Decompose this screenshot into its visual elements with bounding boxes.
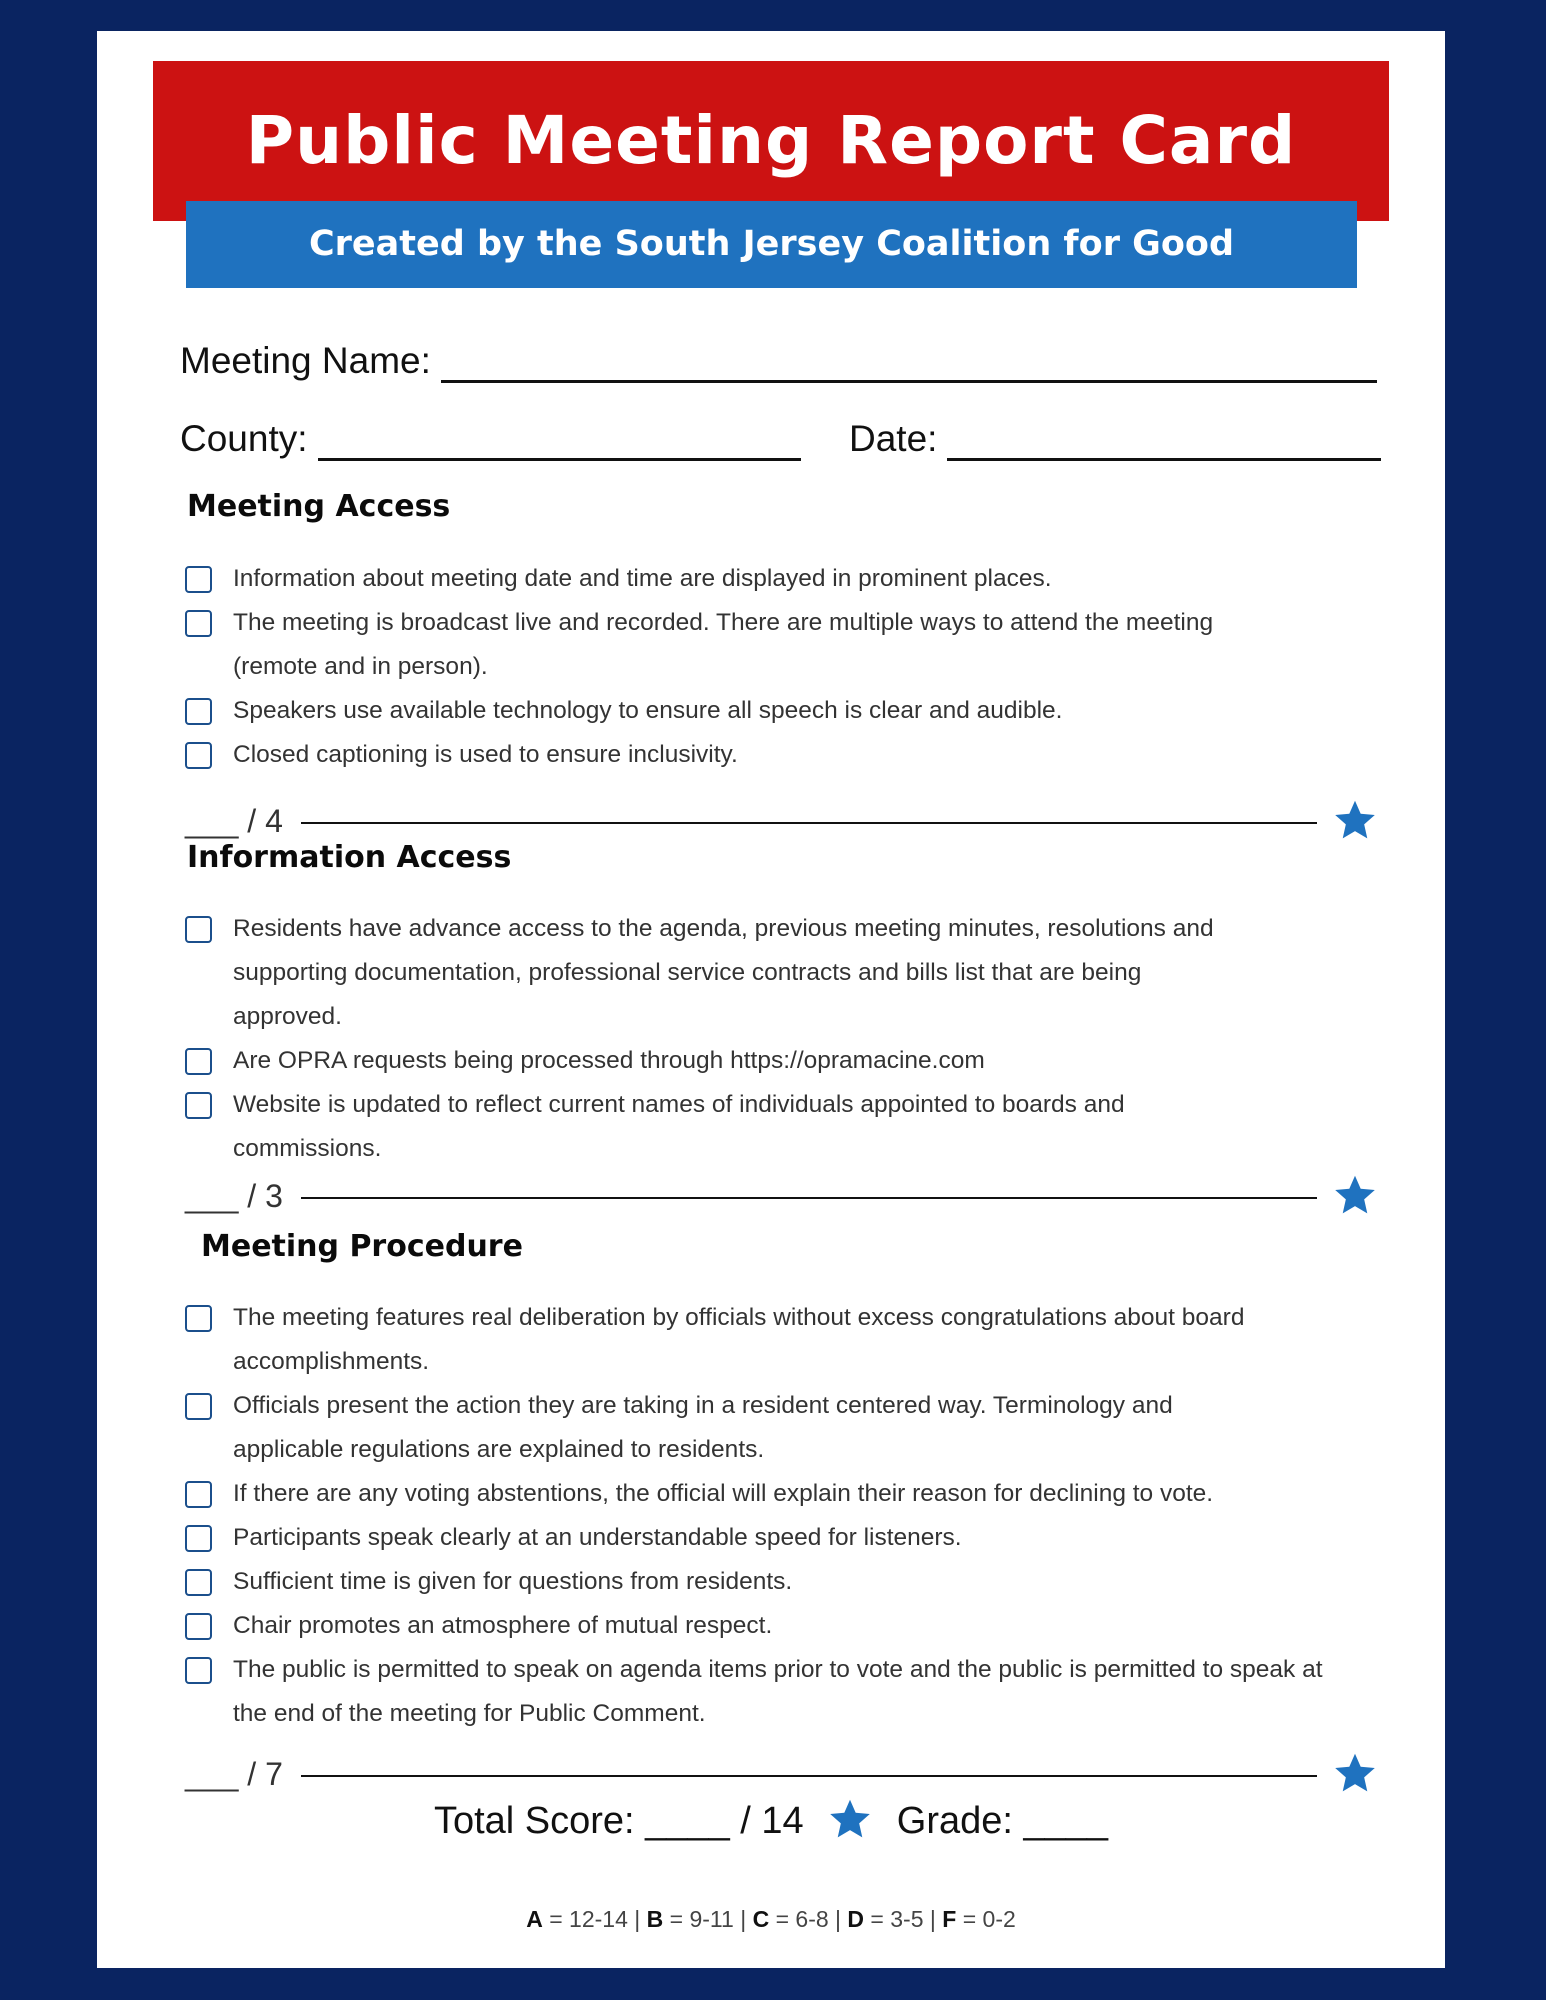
section-score[interactable]: ___ / 7 [185,1756,283,1792]
meeting-name-field[interactable] [180,339,1377,383]
checkbox-icon[interactable] [185,610,212,637]
county-field[interactable] [180,417,801,461]
checklist-item: The meeting features real deliberation by officials without excess congratulations about board accomplishments. [185,1296,1283,1384]
legend-range: = 3-5 | [864,1906,943,1932]
checkbox-icon[interactable] [185,1305,212,1332]
section-score[interactable]: ___ / 3 [185,1178,283,1214]
meeting-procedure-score-row [185,1749,1405,1799]
star-icon [828,1797,872,1841]
section-title-meeting-procedure: Meeting Procedure [201,1229,523,1264]
date-field[interactable] [849,417,1381,461]
grade-label[interactable]: Grade: ____ [896,1800,1109,1842]
information-access-score-row [185,1171,1405,1221]
meeting-access-score-row [185,796,1405,846]
checklist-item: Are OPRA requests being processed through https://opramacine.com [185,1039,1333,1083]
county-line[interactable] [318,424,801,461]
legend-key: F [942,1906,957,1932]
checklist-item: If there are any voting abstentions, the official will explain their reason for declining to vote. [185,1472,1393,1516]
checkbox-icon[interactable] [185,1525,212,1552]
checkbox-icon[interactable] [185,698,212,725]
total-score-row [97,1796,1445,1846]
star-icon [1333,1173,1377,1217]
grade-legend [97,1904,1445,1934]
checklist-item: Closed captioning is used to ensure inclusivity. [185,733,1333,777]
information-access-checklist [185,907,1385,1171]
checkbox-icon[interactable] [185,742,212,769]
legend-range: = 9-11 | [663,1906,753,1932]
checklist-item: Chair promotes an atmosphere of mutual respect. [185,1604,1333,1648]
legend-range: = 0-2 [956,1906,1016,1932]
checkbox-icon[interactable] [185,1393,212,1420]
legend-key: B [646,1906,664,1932]
meeting-name-line[interactable] [441,346,1377,383]
divider [301,822,1317,824]
checklist-item: Residents have advance access to the agenda, previous meeting minutes, resolutions and supporting documentation, professional service contracts and bills list that are being approved. [185,907,1233,1039]
meeting-access-checklist [185,557,1385,777]
date-label: Date: [849,418,938,459]
county-label: County: [180,418,308,459]
meeting-procedure-checklist [185,1296,1385,1736]
star-icon [1333,798,1377,842]
legend-range: = 12-14 | [542,1906,647,1932]
checklist-item: Website is updated to reflect current names of individuals appointed to boards and commissions. [185,1083,1233,1171]
section-title-meeting-access: Meeting Access [187,489,451,524]
checkbox-icon[interactable] [185,1481,212,1508]
divider [301,1197,1317,1199]
legend-range: = 6-8 | [769,1906,848,1932]
divider [301,1775,1317,1777]
checklist-item: Sufficient time is given for questions from residents. [185,1560,1333,1604]
meeting-name-label: Meeting Name: [180,340,431,381]
checkbox-icon[interactable] [185,1657,212,1684]
date-line[interactable] [947,424,1381,461]
star-icon [1333,1751,1377,1795]
section-score[interactable]: ___ / 4 [185,803,283,839]
checklist-item: The public is permitted to speak on agenda items prior to vote and the public is permitted to speak at the end of the meeting for Public Comment. [185,1648,1333,1736]
checklist-item: Officials present the action they are taking in a resident centered way. Terminology and applicable regulations are explained to residents. [185,1384,1283,1472]
checklist-item: Speakers use available technology to ensure all speech is clear and audible. [185,689,1333,733]
title-banner [153,61,1389,221]
legend-key: C [752,1906,770,1932]
checkbox-icon[interactable] [185,1569,212,1596]
total-score-label[interactable]: Total Score: ____ / 14 [433,1800,804,1842]
subtitle-banner [186,201,1357,351]
report-card-page [97,31,1445,1968]
checkbox-icon[interactable] [185,1092,212,1119]
page-title: Public Meeting Report Card [245,102,1297,179]
legend-key: D [847,1906,865,1932]
page-subtitle: Created by the South Jersey Coalition for Good Government [308,224,1235,351]
legend-key: A [526,1906,543,1932]
checklist-item: The meeting is broadcast live and recorded. There are multiple ways to attend the meeting (remote and in person). [185,601,1283,689]
section-title-information-access: Information Access [187,840,512,875]
checkbox-icon[interactable] [185,1613,212,1640]
checkbox-icon[interactable] [185,916,212,943]
checklist-item: Information about meeting date and time are displayed in prominent places. [185,557,1333,601]
checkbox-icon[interactable] [185,566,212,593]
checklist-item: Participants speak clearly at an understandable speed for listeners. [185,1516,1333,1560]
checkbox-icon[interactable] [185,1048,212,1075]
